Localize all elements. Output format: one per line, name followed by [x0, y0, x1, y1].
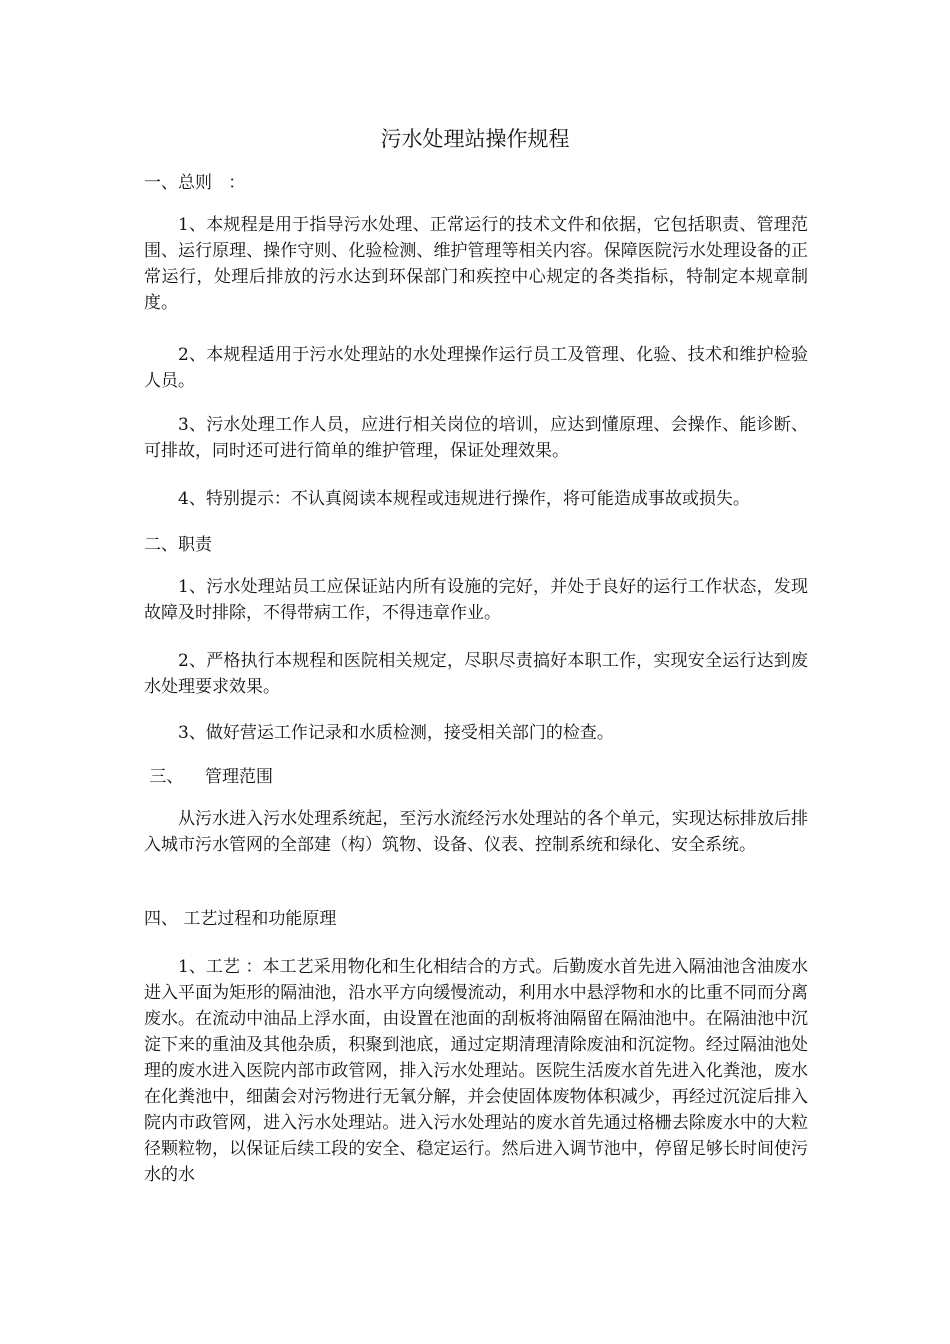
section-2-paragraph-2: 2、严格执行本规程和医院相关规定，尽职尽责搞好本职工作，实现安全运行达到废水处理要求效果。	[144, 651, 808, 697]
section-4-heading: 四、 工艺过程和功能原理	[144, 909, 337, 929]
section-4-paragraph-1: 1、工艺 ：本工艺采用物化和生化相结合的方式。后勤废水首先进入隔油池含油废水进入平面为矩形的隔油池，沿水平方向缓慢流动，利用水中悬浮物和水的比重不同而分离废水。在流动中油品上浮水面，由设置在池面的刮板将油隔留在隔油池中。在隔油池中沉淀下来的重油及其他杂质，积聚到池底，通过定期清理清除废油和沉淀物。经过隔油池处理的废水进入医院内部市政管网，排入污水处理站。医院生活废水首先进入化粪池，废水在化粪池中，细菌会对污物进行无氧分解，并会使固体废物体积减少，再经过沉淀后排入院内市政管网，进入污水处理站。进入污水处理站的废水首先通过格栅去除废水中的大粒径颗粒物，以保证后续工段的安全、稳定运行。然后进入调节池中，停留足够长时间使污水的水	[144, 957, 808, 1185]
section-1-paragraph-4: 4、特别提示：不认真阅读本规程或违规进行操作，将可能造成事故或损失。	[178, 489, 750, 509]
section-1-paragraph-2: 2、本规程适用于污水处理站的水处理操作运行员工及管理、化验、技术和维护检验人员。	[144, 345, 808, 391]
section-3-heading: 三、 管理范围	[144, 767, 274, 787]
section-1-heading: 一、总则 ：	[144, 173, 246, 193]
section-2-paragraph-3: 3、做好营运工作记录和水质检测，接受相关部门的检查。	[178, 723, 614, 743]
section-2-paragraph-1: 1、污水处理站员工应保证站内所有设施的完好，并处于良好的运行工作状态，发现故障及时排除，不得带病工作，不得违章作业。	[144, 577, 808, 623]
section-2-heading: 二、职责	[144, 535, 212, 555]
document-title: 污水处理站操作规程	[380, 127, 570, 151]
section-1-paragraph-3: 3、污水处理工作人员，应进行相关岗位的培训，应达到懂原理、会操作、能诊断、可排故，同时还可进行简单的维护管理，保证处理效果。	[144, 415, 808, 461]
section-1-paragraph-1: 1、本规程是用于指导污水处理、正常运行的技术文件和依据，它包括职责、管理范围、运行原理、操作守则、化验检测、维护管理等相关内容。保障医院污水处理设备的正常运行，处理后排放的污水达到环保部门和疾控中心规定的各类指标，特制定本规章制度。	[144, 215, 808, 313]
section-3-paragraph-1: 从污水进入污水处理系统起，至污水流经污水处理站的各个单元，实现达标排放后排入城市污水管网的全部建（构）筑物、设备、仪表、控制系统和绿化、安全系统。	[144, 809, 808, 855]
